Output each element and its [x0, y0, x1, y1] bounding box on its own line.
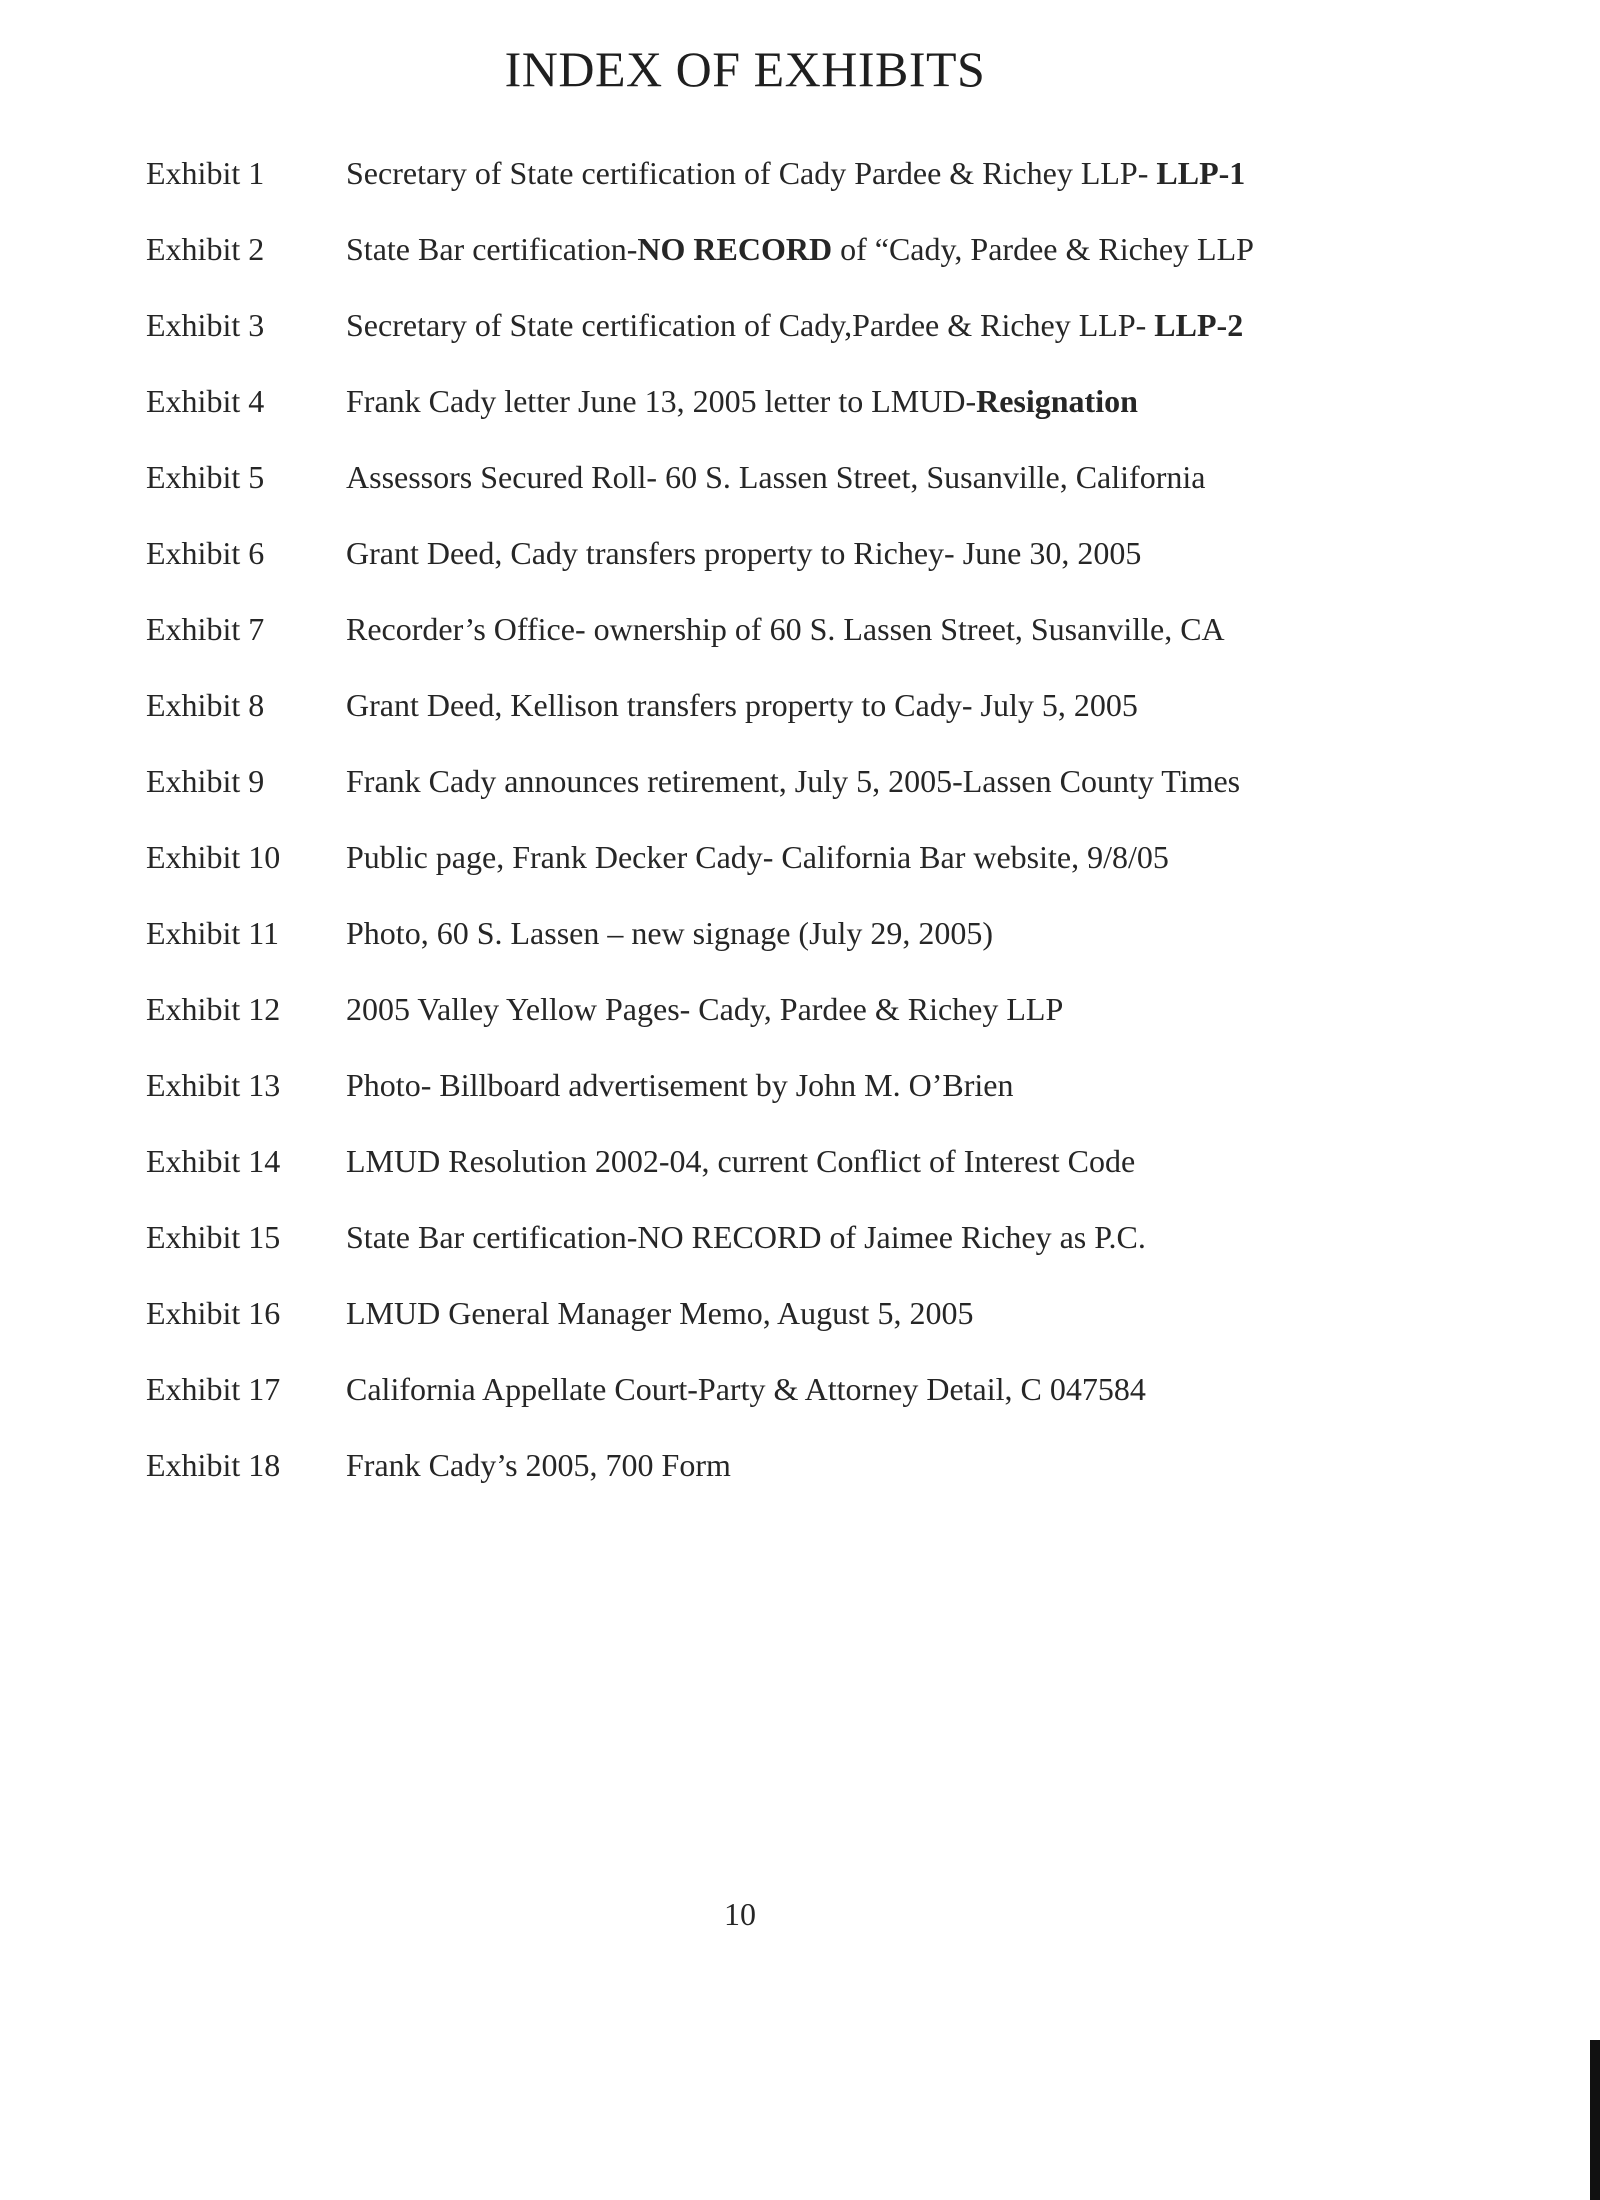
- exhibit-emphasis: Resignation: [976, 383, 1138, 419]
- exhibit-label: Exhibit 18: [146, 1447, 281, 1483]
- exhibit-description: LMUD Resolution 2002-04, current Conflict of Interest Code: [346, 1143, 1136, 1179]
- exhibit-row-8: [0, 680, 1600, 730]
- exhibit-emphasis: LLP-2: [1154, 307, 1244, 343]
- exhibit-row-12: [0, 984, 1600, 1034]
- exhibit-description: Assessors Secured Roll- 60 S. Lassen Street, Susanville, California: [346, 459, 1206, 495]
- exhibit-row-7: [0, 604, 1600, 654]
- exhibit-description: Grant Deed, Kellison transfers property to Cady- July 5, 2005: [346, 687, 1138, 723]
- exhibit-label: Exhibit 11: [146, 915, 280, 951]
- exhibit-description: Photo- Billboard advertisement by John M. O’Brien: [346, 1067, 1014, 1103]
- exhibit-row-4: [0, 376, 1600, 426]
- exhibit-label: Exhibit 8: [146, 687, 265, 723]
- exhibit-row-6: [0, 528, 1600, 578]
- page-title: INDEX OF EXHIBITS: [504, 41, 986, 97]
- exhibit-label: Exhibit 9: [146, 763, 265, 799]
- exhibit-description: Secretary of State certification of Cady,Pardee & Richey LLP- LLP-2: [346, 307, 1244, 343]
- exhibit-row-13: [0, 1060, 1600, 1110]
- exhibit-label: Exhibit 13: [146, 1067, 281, 1103]
- exhibit-label: Exhibit 17: [146, 1371, 281, 1407]
- exhibit-emphasis: NO RECORD: [637, 231, 833, 267]
- exhibit-emphasis: LLP-1: [1156, 155, 1246, 191]
- exhibit-label: Exhibit 5: [146, 459, 265, 495]
- exhibit-description: 2005 Valley Yellow Pages- Cady, Pardee & Richey LLP: [346, 991, 1064, 1027]
- exhibit-row-17: [0, 1364, 1600, 1414]
- exhibit-label: Exhibit 1: [146, 155, 265, 191]
- exhibit-description: LMUD General Manager Memo, August 5, 2005: [346, 1295, 974, 1331]
- exhibit-label: Exhibit 15: [146, 1219, 281, 1255]
- exhibit-label: Exhibit 4: [146, 383, 265, 419]
- exhibit-label: Exhibit 16: [146, 1295, 281, 1331]
- exhibit-row-18: [0, 1440, 1600, 1490]
- exhibit-label: Exhibit 6: [146, 535, 265, 571]
- exhibit-label: Exhibit 7: [146, 611, 265, 647]
- exhibit-description: Frank Cady letter June 13, 2005 letter to LMUD-Resignation: [346, 383, 1138, 419]
- exhibit-row-5: [0, 452, 1600, 502]
- exhibit-row-1: [0, 148, 1600, 198]
- exhibit-description: Photo, 60 S. Lassen – new signage (July 29, 2005): [346, 915, 994, 951]
- exhibit-description: Recorder’s Office- ownership of 60 S. Lassen Street, Susanville, CA: [346, 611, 1225, 647]
- exhibit-row-14: [0, 1136, 1600, 1186]
- exhibit-row-11: [0, 908, 1600, 958]
- page-number: 10: [724, 1896, 756, 1932]
- exhibit-description: State Bar certification-NO RECORD of Jaimee Richey as P.C.: [346, 1219, 1146, 1255]
- exhibit-label: Exhibit 3: [146, 307, 265, 343]
- exhibit-label: Exhibit 10: [146, 839, 281, 875]
- exhibit-row-16: [0, 1288, 1600, 1338]
- exhibit-description: California Appellate Court-Party & Attorney Detail, C 047584: [346, 1371, 1146, 1407]
- exhibit-row-9: [0, 756, 1600, 806]
- exhibit-description: Frank Cady’s 2005, 700 Form: [346, 1447, 731, 1483]
- exhibit-description: Grant Deed, Cady transfers property to Richey- June 30, 2005: [346, 535, 1142, 571]
- exhibit-description: Secretary of State certification of Cady Pardee & Richey LLP- LLP-1: [346, 155, 1246, 191]
- exhibit-description: Public page, Frank Decker Cady- California Bar website, 9/8/05: [346, 839, 1169, 875]
- exhibit-label: Exhibit 12: [146, 991, 281, 1027]
- exhibit-label: Exhibit 14: [146, 1143, 281, 1179]
- exhibit-row-15: [0, 1212, 1600, 1262]
- exhibit-description: Frank Cady announces retirement, July 5, 2005-Lassen County Times: [346, 763, 1241, 799]
- exhibit-row-2: [0, 224, 1600, 274]
- exhibit-row-3: [0, 300, 1600, 350]
- exhibit-label: Exhibit 2: [146, 231, 265, 267]
- scan-edge-mark: [1590, 2040, 1600, 2200]
- exhibit-description: State Bar certification-NO RECORD of “Cady, Pardee & Richey LLP: [346, 231, 1254, 267]
- exhibit-row-10: [0, 832, 1600, 882]
